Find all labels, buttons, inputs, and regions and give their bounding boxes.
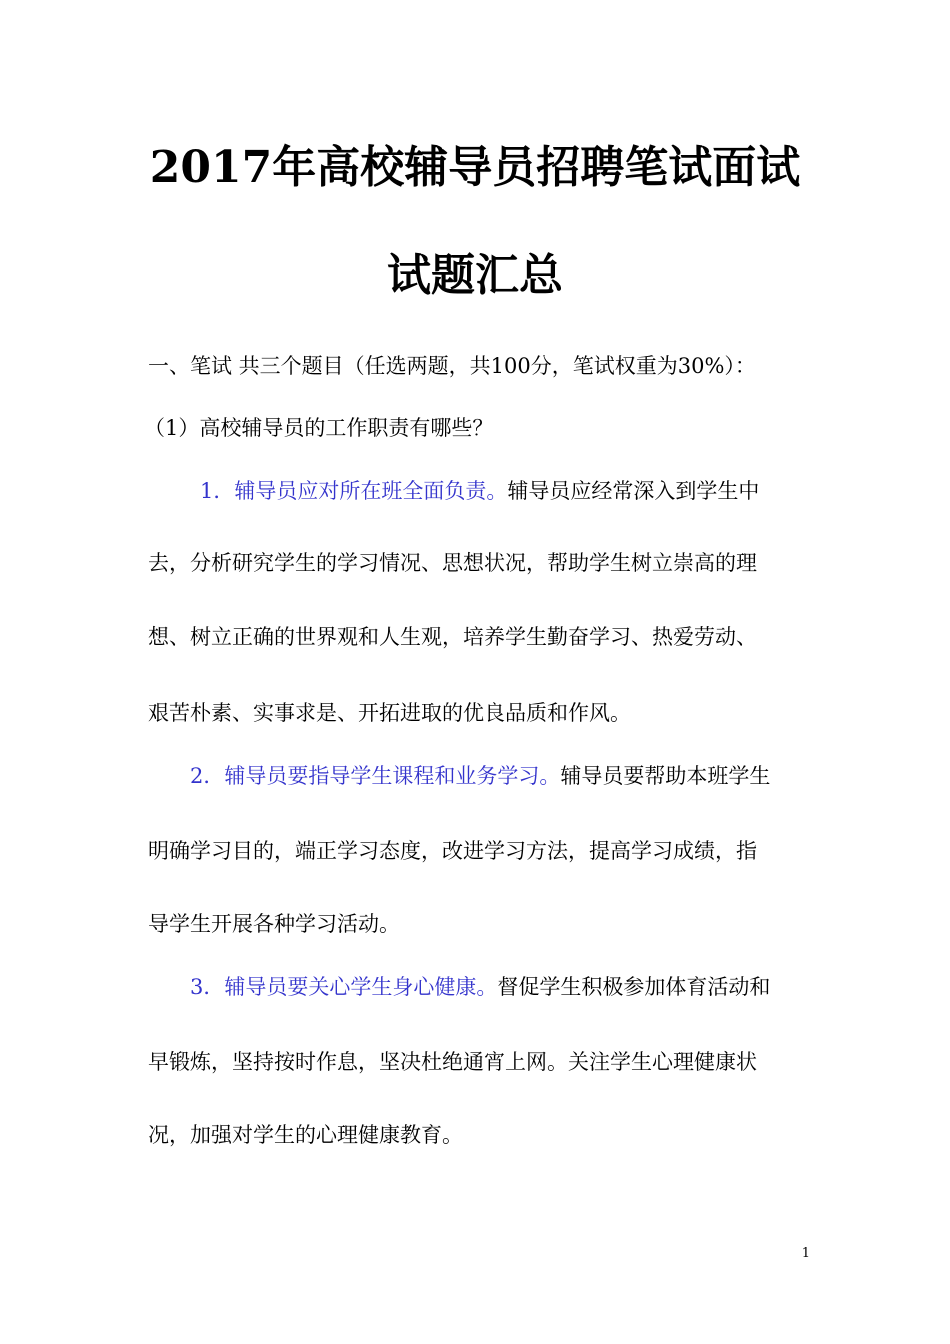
item-1-text: 辅导员应经常深入到学生中	[507, 479, 760, 503]
item-1-first-line	[200, 474, 810, 508]
item-3-line-3: 况，加强对学生的心理健康教育。	[148, 1123, 463, 1147]
item-2-text: 辅导员要帮助本班学生	[560, 764, 771, 788]
document-title-line-1: 2017年高校辅导员招聘笔试面试	[149, 142, 801, 193]
item-1-line-2: 去，分析研究学生的学习情况、思想状况，帮助学生树立崇高的理	[148, 551, 757, 575]
item-3-line-2: 早锻炼，坚持按时作息，坚决杜绝通宵上网。关注学生心理健康状	[148, 1050, 757, 1074]
item-2-line-2: 明确学习目的，端正学习态度，改进学习方法，提高学习成绩，指	[148, 839, 757, 863]
document-title-line-2: 试题汇总	[387, 250, 563, 301]
item-3-text: 督促学生积极参加体育活动和	[497, 975, 771, 999]
item-1-line-3: 想、树立正确的世界观和人生观，培养学生勤奋学习、热爱劳动、	[148, 625, 757, 649]
question-heading: （1）高校辅导员的工作职责有哪些？	[144, 416, 494, 440]
item-1-label: 1．辅导员应对所在班全面负责。	[200, 479, 508, 503]
item-1-line-4: 艰苦朴素、实事求是、开拓进取的优良品质和作风。	[148, 701, 631, 725]
item-3-label: 3．辅导员要关心学生身心健康。	[190, 975, 498, 999]
item-3-first-line	[190, 970, 810, 1004]
section-heading: 一、笔试 共三个题目（任选两题，共100分，笔试权重为30%）：	[148, 354, 756, 378]
item-2-line-3: 导学生开展各种学习活动。	[148, 912, 400, 936]
item-2-label: 2．辅导员要指导学生课程和业务学习。	[190, 764, 561, 788]
item-2-first-line	[190, 759, 810, 793]
page-number: 1	[801, 1246, 810, 1261]
